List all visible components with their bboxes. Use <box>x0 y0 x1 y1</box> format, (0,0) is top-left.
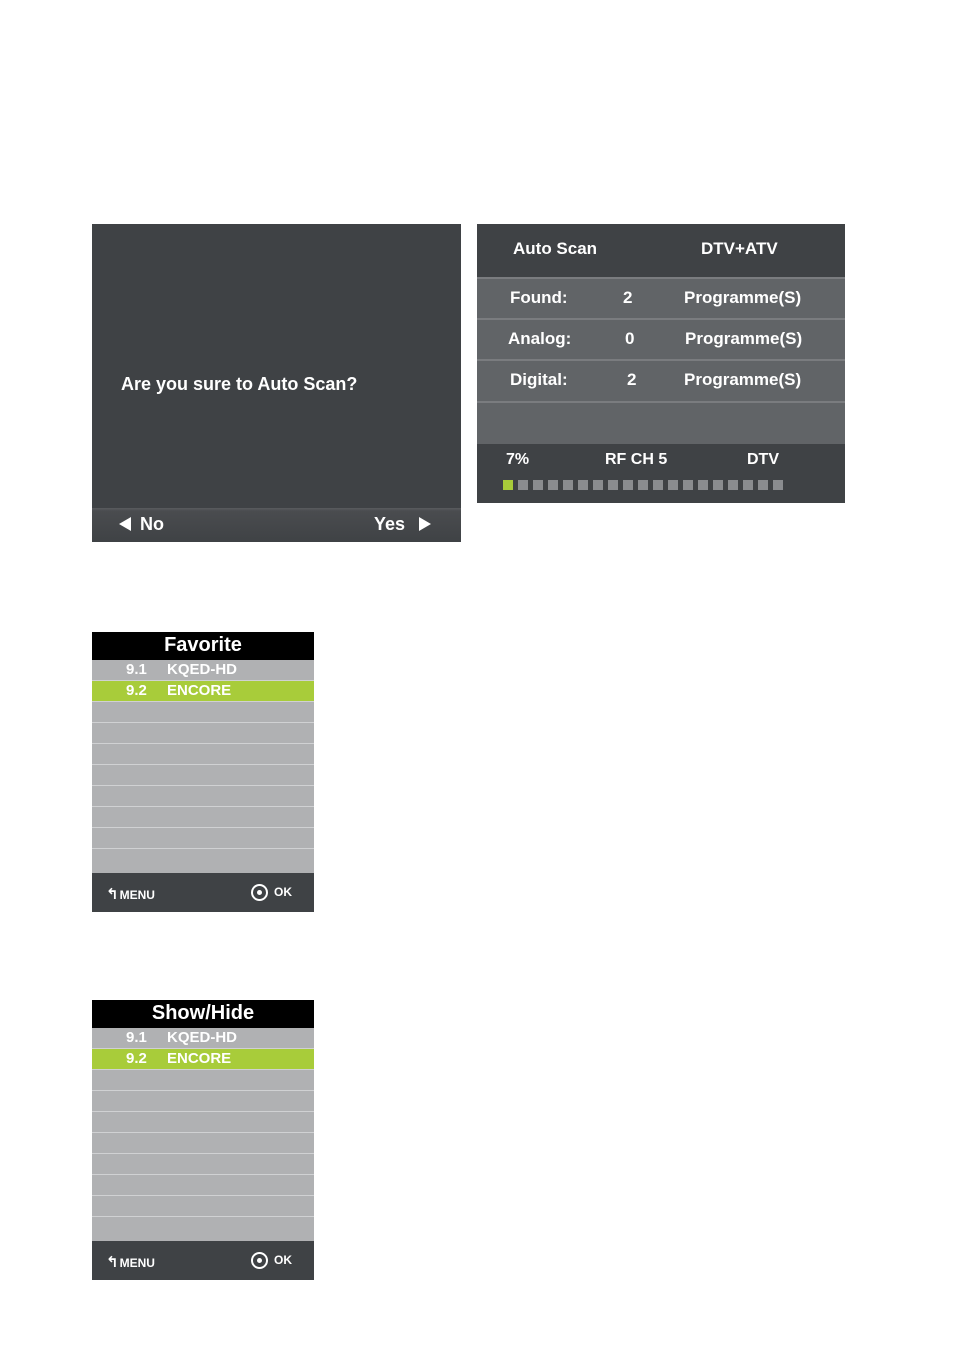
empty-list-row <box>92 702 314 723</box>
menu-label: MENU <box>119 888 155 902</box>
channel-number: 9.2 <box>126 682 147 699</box>
empty-list-row <box>92 1070 314 1091</box>
auto-scan-panel <box>477 224 845 503</box>
scan-mode: DTV+ATV <box>701 239 778 258</box>
auto-scan-header <box>477 224 845 277</box>
ok-button[interactable] <box>251 1252 292 1269</box>
analog-count: 0 <box>625 329 635 348</box>
favorite-panel <box>92 632 314 912</box>
show-hide-title: Show/Hide <box>92 1000 314 1028</box>
progress-segment <box>698 480 708 490</box>
progress-segment <box>713 480 723 490</box>
triangle-right-icon <box>419 517 431 531</box>
progress-segment <box>608 480 618 490</box>
menu-button[interactable] <box>106 885 155 903</box>
channel-name: ENCORE <box>167 682 232 699</box>
empty-list-row <box>92 1091 314 1112</box>
favorite-list <box>92 660 314 873</box>
digital-unit: Programme(S) <box>684 370 802 389</box>
channel-item[interactable] <box>92 681 314 702</box>
channel-item[interactable] <box>92 1028 314 1049</box>
progress-segment <box>623 480 633 490</box>
channel-name: ENCORE <box>167 1050 232 1067</box>
progress-segment <box>773 480 783 490</box>
analog-label: Analog: <box>508 329 572 348</box>
digital-count: 2 <box>627 370 637 389</box>
scan-status <box>477 446 845 503</box>
favorite-title: Favorite <box>92 632 314 660</box>
channel-name: KQED-HD <box>167 1029 237 1046</box>
channel-item[interactable] <box>92 1049 314 1070</box>
digital-row <box>477 359 845 401</box>
progress-segment <box>578 480 588 490</box>
no-label: No <box>140 514 164 534</box>
show-hide-panel <box>92 1000 314 1280</box>
empty-list-row <box>92 1217 314 1237</box>
found-row <box>477 277 845 319</box>
progress-segment <box>728 480 738 490</box>
progress-segment <box>518 480 528 490</box>
empty-list-row <box>92 723 314 744</box>
ok-circle-icon <box>251 884 268 901</box>
yes-label: Yes <box>373 514 405 534</box>
found-unit: Programme(S) <box>684 288 802 307</box>
empty-list-row <box>92 1133 314 1154</box>
menu-button[interactable] <box>106 1253 155 1271</box>
empty-row <box>477 401 845 444</box>
favorite-footer <box>92 873 314 912</box>
empty-list-row <box>92 765 314 786</box>
ok-button[interactable] <box>251 884 292 901</box>
progress-segment <box>758 480 768 490</box>
progress-segment <box>533 480 543 490</box>
progress-segment <box>548 480 558 490</box>
channel-number: 9.1 <box>126 661 147 678</box>
triangle-left-icon <box>119 517 131 531</box>
return-arrow-icon: ↰ <box>106 1254 119 1271</box>
signal-type: DTV <box>747 451 779 468</box>
show-hide-footer <box>92 1241 314 1280</box>
menu-label: MENU <box>119 1256 155 1270</box>
auto-scan-confirm-dialog <box>92 224 461 542</box>
progress-segment <box>563 480 573 490</box>
progress-segment <box>503 480 513 490</box>
ok-label: OK <box>274 885 292 899</box>
auto-scan-title: Auto Scan <box>513 239 598 258</box>
confirm-question: Are you sure to Auto Scan? <box>121 374 358 394</box>
found-count: 2 <box>623 288 633 307</box>
progress-segment <box>668 480 678 490</box>
digital-label: Digital: <box>510 370 568 389</box>
empty-list-row <box>92 849 314 869</box>
empty-list-row <box>92 786 314 807</box>
channel-number: 9.1 <box>126 1029 147 1046</box>
yes-button[interactable] <box>374 514 431 535</box>
empty-list-row <box>92 1175 314 1196</box>
empty-list-row <box>92 1196 314 1217</box>
analog-unit: Programme(S) <box>685 329 803 348</box>
progress-percent: 7% <box>506 451 530 468</box>
current-channel: RF CH 5 <box>605 451 668 468</box>
progress-segment <box>593 480 603 490</box>
ok-circle-icon <box>251 1252 268 1269</box>
found-label: Found: <box>510 288 568 307</box>
empty-list-row <box>92 807 314 828</box>
channel-item[interactable] <box>92 660 314 681</box>
empty-list-row <box>92 744 314 765</box>
progress-segment <box>743 480 753 490</box>
progress-segment <box>638 480 648 490</box>
empty-list-row <box>92 1112 314 1133</box>
no-button[interactable] <box>119 514 164 535</box>
channel-number: 9.2 <box>126 1050 147 1067</box>
progress-segment <box>653 480 663 490</box>
return-arrow-icon: ↰ <box>106 886 119 903</box>
progress-segment <box>683 480 693 490</box>
empty-list-row <box>92 828 314 849</box>
show-hide-list <box>92 1028 314 1241</box>
analog-row <box>477 318 845 360</box>
channel-name: KQED-HD <box>167 661 237 678</box>
empty-list-row <box>92 1154 314 1175</box>
confirm-footer <box>92 508 461 542</box>
ok-label: OK <box>274 1253 292 1267</box>
